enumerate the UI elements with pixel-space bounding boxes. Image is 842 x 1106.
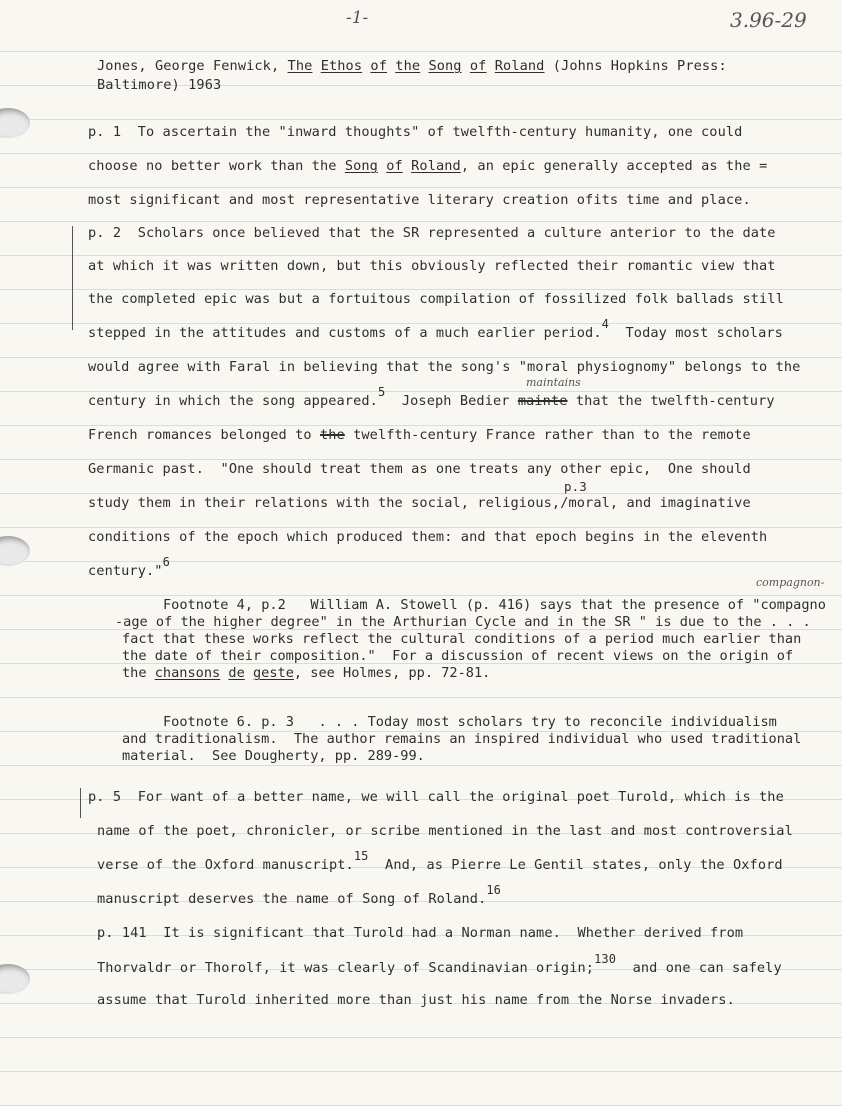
- p5-line-1: p. 5 For want of a better name, we will call the original poet Turold, which is the: [88, 789, 784, 805]
- p2-line-6: century in which the song appeared.5 Joseph Bedier mainte that the twelfth-century: [88, 385, 775, 409]
- p5-line-4: manuscript deserves the name of Song of Roland.16: [97, 883, 502, 907]
- handwritten-insert: maintains: [526, 376, 581, 389]
- p2-line-8: Germanic past. "One should treat them as one treats any other epic, One should: [88, 461, 751, 477]
- p5-line-2: name of the poet, chronicler, or scribe mentioned in the last and most controversial: [97, 823, 793, 839]
- footnote4-line-3: fact that these works reflect the cultural conditions of a period much earlier than: [122, 631, 802, 647]
- p141-line-1: p. 141 It is significant that Turold had a Norman name. Whether derived from: [97, 925, 744, 941]
- page-number: -1-: [346, 8, 369, 28]
- p2-line-4: stepped in the attitudes and customs of a much earlier period.4 Today most scholars: [88, 317, 783, 341]
- p2-line-5: would agree with Faral in believing that the song's "moral physiognomy" belongs to the: [88, 359, 801, 375]
- p1-line-2: choose no better work than the Song of Roland, an epic generally accepted as the =: [88, 158, 768, 174]
- citation-line-1: Jones, George Fenwick, The Ethos of the Song of Roland (Johns Hopkins Press:: [97, 58, 727, 74]
- p141-line-3: assume that Turold inherited more than just his name from the Norse invaders.: [97, 992, 735, 1008]
- p5-line-3: verse of the Oxford manuscript.15 And, as Pierre Le Gentil states, only the Oxford: [97, 849, 783, 873]
- p1-line-3: most significant and most representative literary creation ofits time and place.: [88, 192, 751, 208]
- margin-bracket: [80, 788, 81, 818]
- footnote6-line-1: Footnote 6. p. 3 . . . Today most scholars try to reconcile individualism: [163, 714, 777, 730]
- binder-hole: [0, 964, 30, 994]
- handwritten-margin-note: compagnon-: [756, 576, 825, 589]
- catalog-number: 3.96-29: [730, 8, 807, 32]
- p1-line-1: p. 1 To ascertain the "inward thoughts" of twelfth-century humanity, one could: [88, 124, 743, 140]
- typed-insert: p.3: [564, 479, 587, 494]
- p2-line-11: century."6: [88, 555, 170, 579]
- p2-line-10: conditions of the epoch which produced them: and that epoch begins in the eleventh: [88, 529, 768, 545]
- footnote6-line-3: material. See Dougherty, pp. 289-99.: [122, 748, 425, 764]
- margin-bracket: [72, 226, 73, 330]
- p141-line-2: Thorvaldr or Thorolf, it was clearly of Scandinavian origin;130 and one can safely: [97, 952, 782, 976]
- footnote6-line-2: and traditionalism. The author remains an inspired individual who used traditional: [122, 731, 802, 747]
- footnote4-line-4: the date of their composition." For a discussion of recent views on the origin of: [122, 648, 794, 664]
- p2-line-7: French romances belonged to the twelfth-century France rather than to the remote: [88, 427, 751, 443]
- footnote4-line-5: the chansons de geste, see Holmes, pp. 72-81.: [122, 665, 491, 681]
- footnote4-line-2: -age of the higher degree" in the Arthurian Cycle and in the SR " is due to the . . .: [115, 614, 811, 630]
- p2-line-9: study them in their relations with the social, religious,/moral, and imaginative: [88, 495, 751, 511]
- footnote4-line-1: Footnote 4, p.2 William A. Stowell (p. 416) says that the presence of "compagno: [163, 597, 826, 613]
- p2-line-3: the completed epic was but a fortuitous compilation of fossilized folk ballads still: [88, 291, 784, 307]
- p2-line-1: p. 2 Scholars once believed that the SR represented a culture anterior to the date: [88, 225, 776, 241]
- binder-hole: [0, 536, 30, 566]
- p2-line-2: at which it was written down, but this obviously reflected their romantic view that: [88, 258, 776, 274]
- binder-hole: [0, 108, 30, 138]
- citation-line-2: Baltimore) 1963: [97, 77, 222, 93]
